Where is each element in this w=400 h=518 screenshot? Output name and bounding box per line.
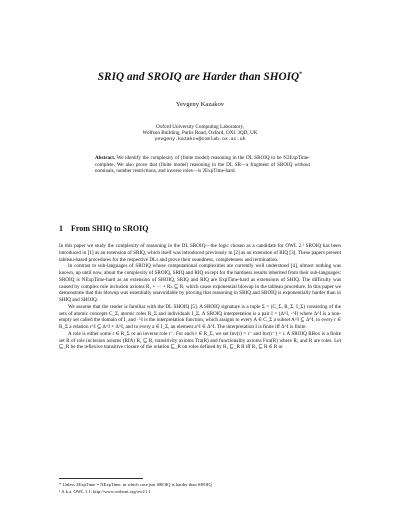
paragraph-1: In this paper we study the complexity of reasoning in the DL SROIQ—the logic chosen as a candidate for OWL 2.¹ SROIQ has been introduced in [1] as an extension of SRIQ, which itself was introduced previously in [2] as an extension of RIQ [3]. These papers present tableau-based procedures for the respective DLs and prove their soundness, completeness and termination. (59, 243, 341, 263)
author-email: yevgeny.kazakov@comlab.ox.ac.uk (154, 136, 246, 142)
paragraph-3: We assume that the reader is familiar with the DL SHOIQ [5]. A SROIQ signature is a tuple Σ = (C_Σ, R_Σ, I_Σ) consisting of the sets of atomic concepts C_Σ, atomic roles R_Σ and individuals I_Σ. A SROIQ interpretation is a pair I = (Δ^I, ·^I) where Δ^I is a non-empty set called the domain of I, and ·^I is the interpretation function, which assigns to every A ∈ C_Σ a subset A^I ⊆ Δ^I, to every r ∈ R_Σ a relation r^I ⊆ Δ^I × Δ^I, and to every a ∈ I_Σ, an element a^I ∈ Δ^I. The interpretation I is finite iff Δ^I is finite. (59, 303, 341, 330)
affiliation-line-2: Wolfson Building, Parks Road, Oxford, OX1 3QD, UK (142, 130, 258, 137)
footnote-2: ¹ A.k.a. OWL 1.1: http://www.webont.org/owl/1.1 (59, 489, 151, 494)
affiliation-line-1: Oxford University Computing Laboratory, (155, 124, 245, 130)
title-footnote-mark: * (299, 71, 303, 78)
title-text: SRIQ and SROIQ are Harder than SHOIQ (97, 71, 300, 83)
footnote-rule (59, 478, 143, 479)
section-heading (59, 224, 148, 233)
footnote-1: * Unless 2ExpTime = NExpTime, in which case just SROIQ is harder than SHOIQ (59, 482, 212, 487)
paper-title (20, 71, 380, 83)
abstract-text: We identify the complexity of (finite model) reasoning in the DL SROIQ to be N2ExpTime-complete. We also prove that (finite model) reasoning in the DL SR—a fragment of SROIQ without nominals, number restrictions, and inverse roles—is 2ExpTime-hard. (95, 155, 310, 175)
affiliation-block (20, 124, 380, 143)
author-name: Yevgeny Kazakov (175, 101, 225, 108)
paragraph-4: A role is either some r ∈ R_Σ or an inverse role r⁻. For each r ∈ R_Σ, we set Inv(r) = r⁻ and Inv(r⁻) = r. A SROIQ RBox is a finite set R of role inclusion axioms (RIA) R₁ ⊑ R, transitivity axioms Tra(R) and functionality axioms Fun(R) where R₁ and R are roles. Let ⊑_R be the reflexive transitive closure of the relation ⊑_R on roles defined by R₁ ⊑_R R iff R₁ ⊑ R ∈ R or (59, 330, 341, 351)
abstract (95, 155, 310, 175)
abstract-label: Abstract. (95, 155, 116, 161)
section-number: 1 (59, 224, 63, 233)
section-body (59, 243, 341, 351)
paragraph-2: In contrast to sub-languages of SROIQ whose computational complexities are currently well understood [4], almost nothing was known, up until now, about the complexity of SROIQ, SRIQ and RIQ except for the hardness results inherited from their sub-languages: SROIQ is NExpTime-hard as an extension of SHOIQ, SRIQ and RIQ are ExpTime-hard as extensions of SHIQ. The difficulty was caused by complex role inclusion axioms R₁ ∘ ··· ∘ Rₙ ⊑ R, which cause exponential blowup in the tableau procedure. In this paper we demonstrate that this blowup was essentially unavoidable by proving that reasoning in SRIQ and SROIQ is exponentially harder than in SHIQ and SHOIQ. (59, 263, 341, 303)
section-title: From SHIQ to SROIQ (71, 224, 149, 233)
